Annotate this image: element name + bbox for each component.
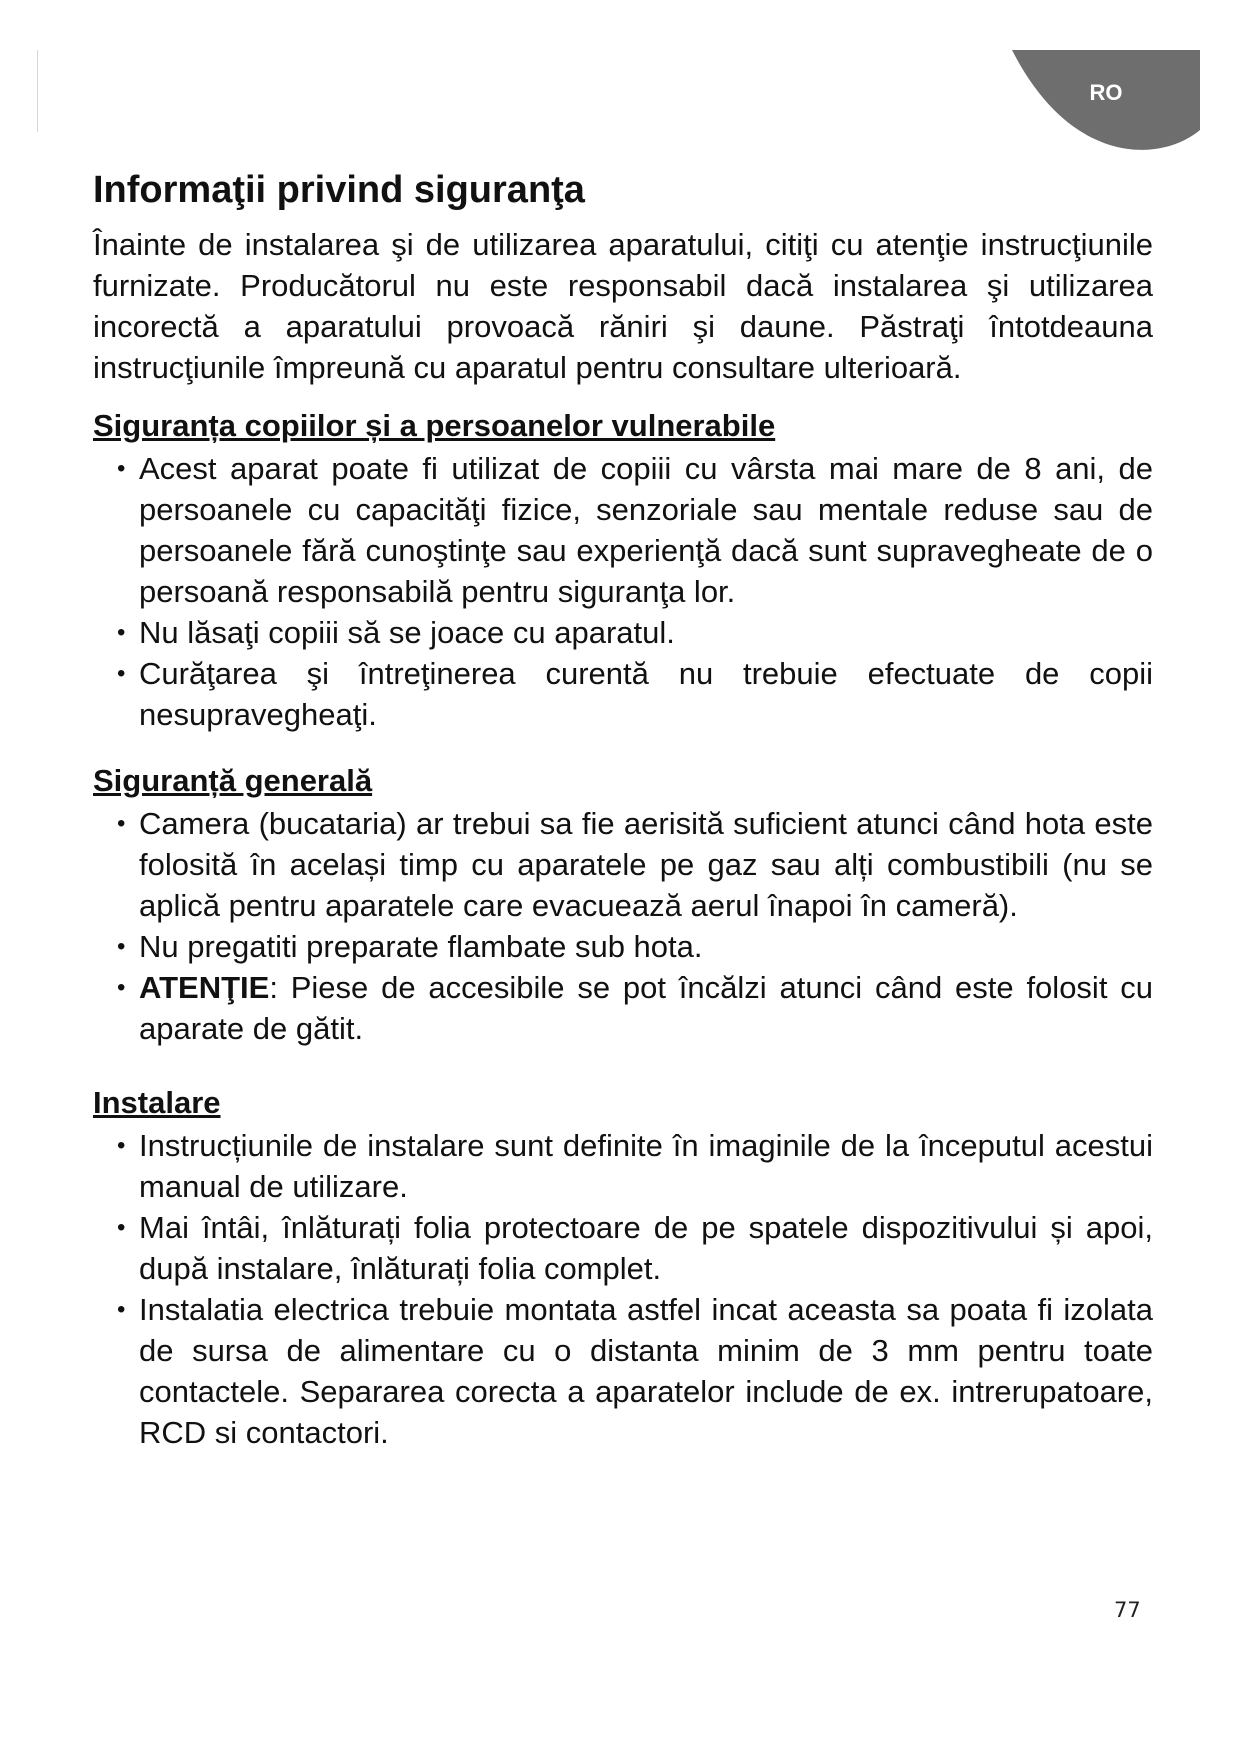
page-title: Informaţii privind siguranţa [93,169,585,211]
section-heading-child-safety: Siguranța copiilor și a persoanelor vulnerabile [93,408,776,443]
document-content [93,168,1153,1453]
list-item [93,612,1153,653]
language-tab [1012,50,1200,160]
installation-list [93,1125,1153,1453]
bullet-icon: • [117,455,126,482]
list-item [93,1289,1153,1453]
bullet-icon: • [117,810,126,837]
list-item [93,653,1153,735]
section-heading-general-safety: Siguranță generală [93,763,373,798]
bullet-icon: • [117,660,126,687]
list-item-text: Camera (bucataria) ar trebui sa fie aerisită suficient atunci când hota este folosită în același timp cu aparatele pe gaz sau alți combustibili (nu se aplică pentru aparatele care evacuează aerul înapoi în cameră). [139,806,1153,923]
list-item [93,803,1153,926]
list-item-text: Nu pregatiti preparate flambate sub hota. [139,929,703,964]
page-number: 77 [1114,1598,1141,1622]
list-item [93,926,1153,967]
list-item-text: Instalatia electrica trebuie montata astfel incat aceasta sa poata fi izolata de sursa de alimentare cu o distanta minim de 3 mm pentru toate contactele. Separarea corecta a aparatelor include de ex. intrerupatoare, RCD si contactori. [139,1292,1153,1450]
intro-paragraph: Înainte de instalarea şi de utilizarea aparatului, citiţi cu atenţie instrucţiunile furnizate. Producătorul nu este responsabil dacă instalarea şi utilizarea incorectă a aparatului provoacă răniri şi daune. Păstraţi întotdeauna instrucţiunile împreună cu aparatul pentru consultare ulterioară. [93,227,1153,385]
warning-text: : Piese de accesibile se pot încălzi atunci când este folosit cu aparate de gătit. [139,970,1153,1046]
list-item-text: Instrucțiunile de instalare sunt definite în imaginile de la începutul acestui manual de utilizare. [139,1128,1153,1204]
section-heading-installation: Instalare [93,1085,221,1120]
list-item [93,1207,1153,1289]
bullet-icon: • [117,619,126,646]
bullet-icon: • [117,933,126,960]
language-label: RO [1089,80,1123,105]
list-item-text: Acest aparat poate fi utilizat de copiii cu vârsta mai mare de 8 ani, de persoanele cu capacităţi fizice, senzoriale sau mentale reduse sau de persoanele fără cunoştinţe sau experienţă dacă sunt supravegheate de o persoană responsabilă pentru siguranţa lor. [139,451,1153,609]
margin-rule [37,50,38,132]
bullet-icon: • [117,1214,126,1241]
list-item-text: Curăţarea şi întreţinerea curentă nu trebuie efectuate de copii nesupravegheaţi. [139,656,1153,732]
child-safety-list [93,448,1153,735]
general-safety-list [93,803,1153,1049]
bullet-icon: • [117,1296,126,1323]
list-item [93,1125,1153,1207]
warning-item [93,967,1153,1049]
list-item [93,448,1153,612]
list-item-text: Mai întâi, înlăturați folia protectoare de pe spatele dispozitivului și apoi, după instalare, înlăturați folia complet. [139,1210,1153,1286]
bullet-icon: • [117,974,126,1001]
warning-label: ATENŢIE [139,970,270,1005]
bullet-icon: • [117,1132,126,1159]
list-item-text: Nu lăsaţi copiii să se joace cu aparatul. [139,615,675,650]
